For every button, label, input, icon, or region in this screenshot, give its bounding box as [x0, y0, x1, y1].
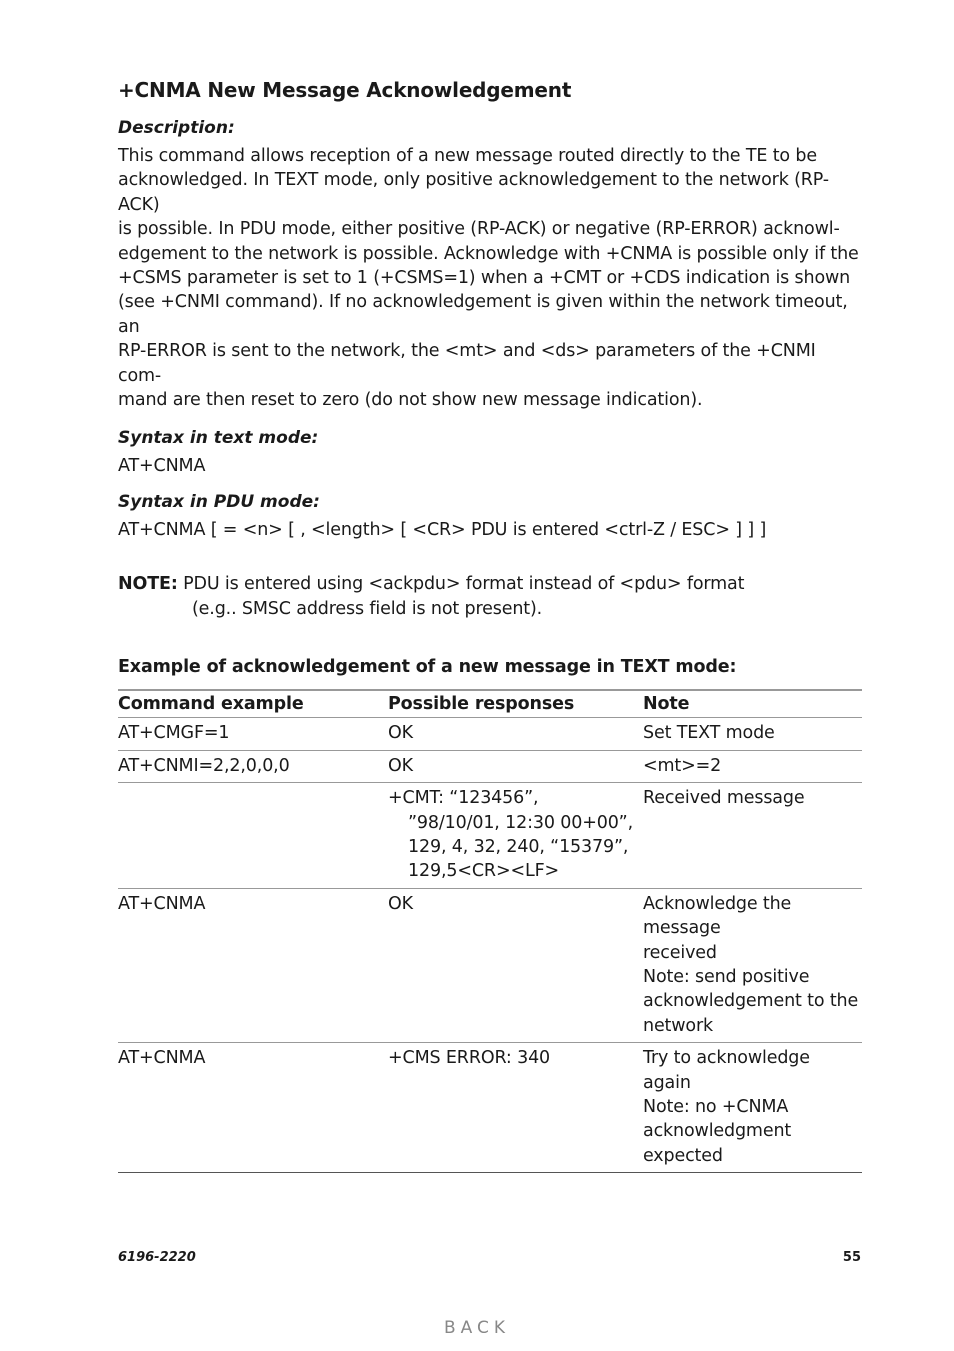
table-row — [118, 1043, 862, 1173]
note-line-2: (e.g.. SMSC address field is not present). — [192, 598, 543, 619]
note-line: network — [643, 1015, 714, 1036]
response-line: OK — [388, 755, 413, 776]
cell-note — [643, 888, 862, 1042]
table-header-row — [118, 690, 862, 718]
response-line: ”98/10/01, 12:30 00+00”, — [408, 812, 634, 833]
note-line-1: PDU is entered using <ackpdu> format instead of <pdu> format — [183, 574, 745, 595]
section-title: +CNMA New Message Acknowledgement — [118, 78, 572, 102]
cell-response — [388, 1043, 643, 1173]
response-line: OK — [388, 893, 413, 914]
note-line: Acknowledge the message — [643, 893, 792, 939]
cell-command: AT+CNMI=2,2,0,0,0 — [118, 750, 388, 782]
note-line: received — [643, 942, 717, 963]
table-row — [118, 888, 862, 1042]
page-number: 55 — [842, 1250, 861, 1265]
note-line: Set TEXT mode — [643, 723, 775, 744]
note-line: Note: no +CNMA — [643, 1096, 789, 1117]
response-line: OK — [388, 723, 413, 744]
cell-note — [643, 783, 862, 889]
doc-number: 6196-2220 — [118, 1250, 196, 1265]
header-note: Note — [643, 690, 862, 718]
cell-note — [643, 1043, 862, 1173]
syntax-pdu-value: AT+CNMA [ = <n> [ , <length> [ <CR> PDU is entered <ctrl-Z / ESC> ] ] ] — [118, 520, 767, 541]
cell-response — [388, 718, 643, 750]
response-line: 129,5<CR><LF> — [408, 861, 559, 882]
cell-command: AT+CMGF=1 — [118, 718, 388, 750]
note-line: expected — [643, 1145, 723, 1166]
header-response: Possible responses — [388, 690, 643, 718]
cell-response — [388, 750, 643, 782]
table-body — [118, 718, 862, 1173]
response-line: 129, 4, 32, 240, “15379”, — [408, 836, 629, 857]
cell-command: AT+CNMA — [118, 888, 388, 1042]
note-line: acknowledgement to the — [643, 991, 859, 1012]
syntax-text-label: Syntax in text mode: — [118, 428, 319, 449]
page-content — [118, 78, 862, 1173]
cell-response — [388, 783, 643, 889]
note-line: acknowledgment — [643, 1121, 792, 1142]
table-row — [118, 750, 862, 782]
note-line: Note: send positive — [643, 966, 810, 987]
example-table — [118, 689, 862, 1173]
response-line: +CMS ERROR: 340 — [388, 1048, 551, 1069]
description-text: This command allows reception of a new message routed directly to the TE to be acknowledged. In TEXT mode, only positive acknowledgement to the network (RP-ACK) is possible. In PDU mode, either positive (RP-ACK) or negative (RP-ERROR) acknowl- edgement to the network is possible. Acknowledge with +CNMA is possible only if the +CSMS parameter is set to 1 (+CSMS=1) when a +CMT or +CDS indication is shown (see +CNMI command). If no acknowledgement is given within the network timeout, an RP-ERROR is sent to the network, the <mt> and <ds> parameters of the +CNMI com- mand are then reset to zero (do not show new message indication). — [118, 146, 859, 411]
example-title: Example of acknowledgement of a new message in TEXT mode: — [118, 657, 737, 678]
note-line: <mt>=2 — [643, 755, 722, 776]
header-command: Command example — [118, 690, 388, 718]
cell-note — [643, 750, 862, 782]
cell-command — [118, 783, 388, 889]
cell-command: AT+CNMA — [118, 1043, 388, 1173]
cell-response — [388, 888, 643, 1042]
syntax-pdu-label: Syntax in PDU mode: — [118, 492, 320, 513]
syntax-text-value: AT+CNMA — [118, 456, 206, 477]
note-block — [118, 572, 862, 621]
response-line: +CMT: “123456”, — [388, 788, 539, 809]
table-row — [118, 783, 862, 889]
note-label: NOTE: — [118, 574, 178, 595]
note-line: Try to acknowledge again — [643, 1048, 810, 1093]
back-link[interactable]: BACK — [443, 1318, 510, 1338]
note-line: Received message — [643, 788, 805, 809]
table-row — [118, 718, 862, 750]
cell-note — [643, 718, 862, 750]
description-label: Description: — [118, 118, 235, 138]
